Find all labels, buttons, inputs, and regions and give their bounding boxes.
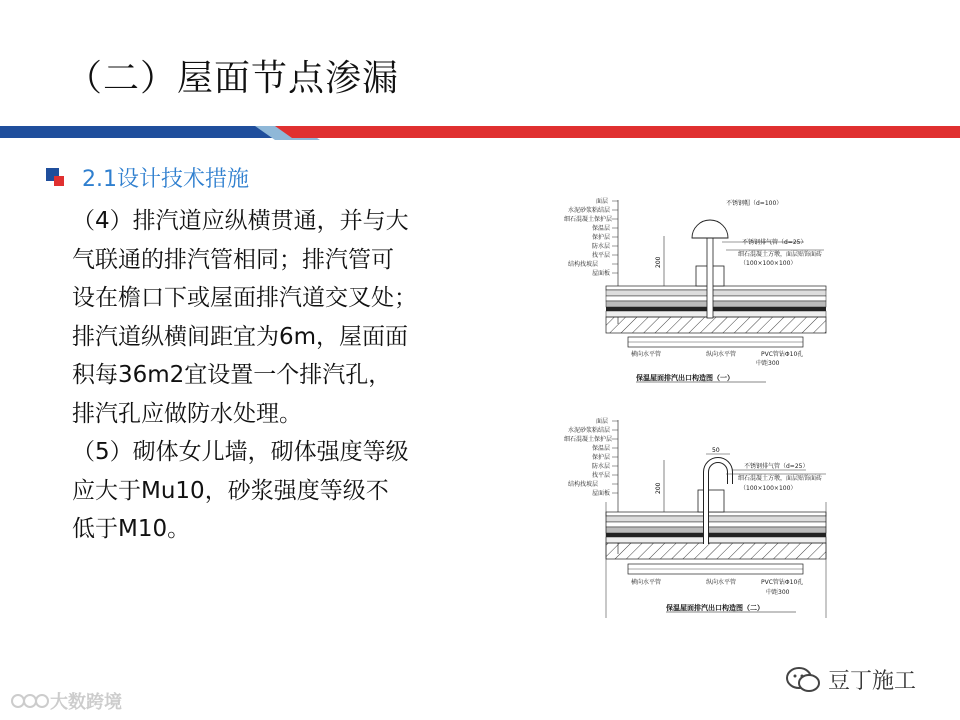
- diagram-caption: 保温屋面排汽出口构造图（二）: [666, 604, 764, 612]
- body-line: 排汽孔应做防水处理。: [72, 400, 302, 427]
- cap-label: 不锈钢帽（d=100）: [726, 200, 783, 207]
- top-dim: 50: [712, 447, 720, 454]
- layer-label: 保温层: [592, 225, 611, 232]
- body-line: 应大于Mu10，砂浆强度等级不: [72, 477, 389, 504]
- block-size: （100×100×100）: [740, 485, 797, 492]
- section-heading: 2.1设计技术措施: [82, 167, 249, 192]
- bottom-label: 中距300: [756, 360, 780, 367]
- layer-label: 找平层: [592, 252, 611, 259]
- block-label: 细石混凝土方墩，面层贴饰面砖: [738, 475, 823, 482]
- layer-label: 细石混凝土保护层: [564, 216, 613, 223]
- body-line: （5）砌体女儿墙，砌体强度等级: [72, 439, 409, 465]
- layer-label: 屋面板: [592, 270, 611, 277]
- bottom-label: 纵向水平管: [706, 579, 737, 586]
- body-text: [72, 202, 472, 549]
- pipe-label: 不锈钢排气管（d=25）: [744, 463, 809, 470]
- layer-label: 屋面板: [592, 490, 611, 497]
- pipe-label: 不锈钢排气管（d=25）: [742, 239, 807, 246]
- layer-label: 面层: [596, 198, 609, 205]
- vent-detail-diagram-1: [556, 194, 846, 388]
- brand-badge: [786, 664, 916, 695]
- brand-text: 豆丁施工: [828, 669, 917, 694]
- section-heading-row: [46, 162, 249, 193]
- body-line: 积每36m2宜设置一个排汽孔，: [72, 362, 392, 388]
- layer-label: 水泥砂浆粘结层: [568, 207, 611, 214]
- layer-label: 面层: [596, 418, 609, 425]
- wechat-icon: [786, 666, 820, 694]
- bottom-label: PVC管钻Φ10孔: [761, 351, 804, 358]
- block-size: （100×100×100）: [740, 260, 797, 267]
- height-dim: 200: [655, 256, 662, 268]
- diagram-caption: 保温屋面排汽出口构造图（一）: [636, 374, 734, 382]
- watermark-icon: [10, 690, 50, 712]
- layer-label: 结构找坡层: [568, 481, 599, 488]
- layer-label: 防水层: [592, 243, 611, 250]
- layer-label: 保护层: [592, 454, 611, 461]
- body-line: 低于M10。: [72, 516, 191, 542]
- body-line: （4）排汽道应纵横贯通，并与大: [72, 208, 409, 234]
- layer-label: 水泥砂浆粘结层: [568, 427, 611, 434]
- header-stripe: [0, 124, 960, 142]
- bottom-label: 中距300: [766, 589, 790, 596]
- layer-label: 保温层: [592, 445, 611, 452]
- body-line: 气联通的排汽管相同；排汽管可: [72, 246, 394, 273]
- slide-title: （二）屋面节点渗漏: [66, 58, 400, 99]
- watermark-logo: [10, 688, 122, 714]
- square-bullet-icon: [46, 168, 66, 188]
- vent-detail-diagram-2: [556, 414, 846, 628]
- layer-label: 结构找坡层: [568, 261, 599, 268]
- layer-label: 细石混凝土保护层: [564, 436, 613, 443]
- height-dim: 200: [655, 482, 662, 494]
- body-line: 排汽道纵横间距宜为6m，屋面面: [72, 323, 409, 350]
- bottom-label: PVC管钻Φ10孔: [761, 579, 804, 586]
- layer-label: 找平层: [592, 472, 611, 479]
- watermark-text: 大数跨境: [50, 692, 122, 713]
- layer-label: 保护层: [592, 234, 611, 241]
- body-line: 设在檐口下或屋面排汽道交叉处；: [72, 285, 417, 311]
- bottom-label: 横向水平管: [631, 351, 662, 358]
- bottom-label: 纵向水平管: [706, 351, 737, 358]
- bottom-label: 横向水平管: [631, 579, 662, 586]
- block-label: 细石混凝土方墩，面层贴饰面砖: [738, 251, 823, 258]
- layer-label: 防水层: [592, 463, 611, 470]
